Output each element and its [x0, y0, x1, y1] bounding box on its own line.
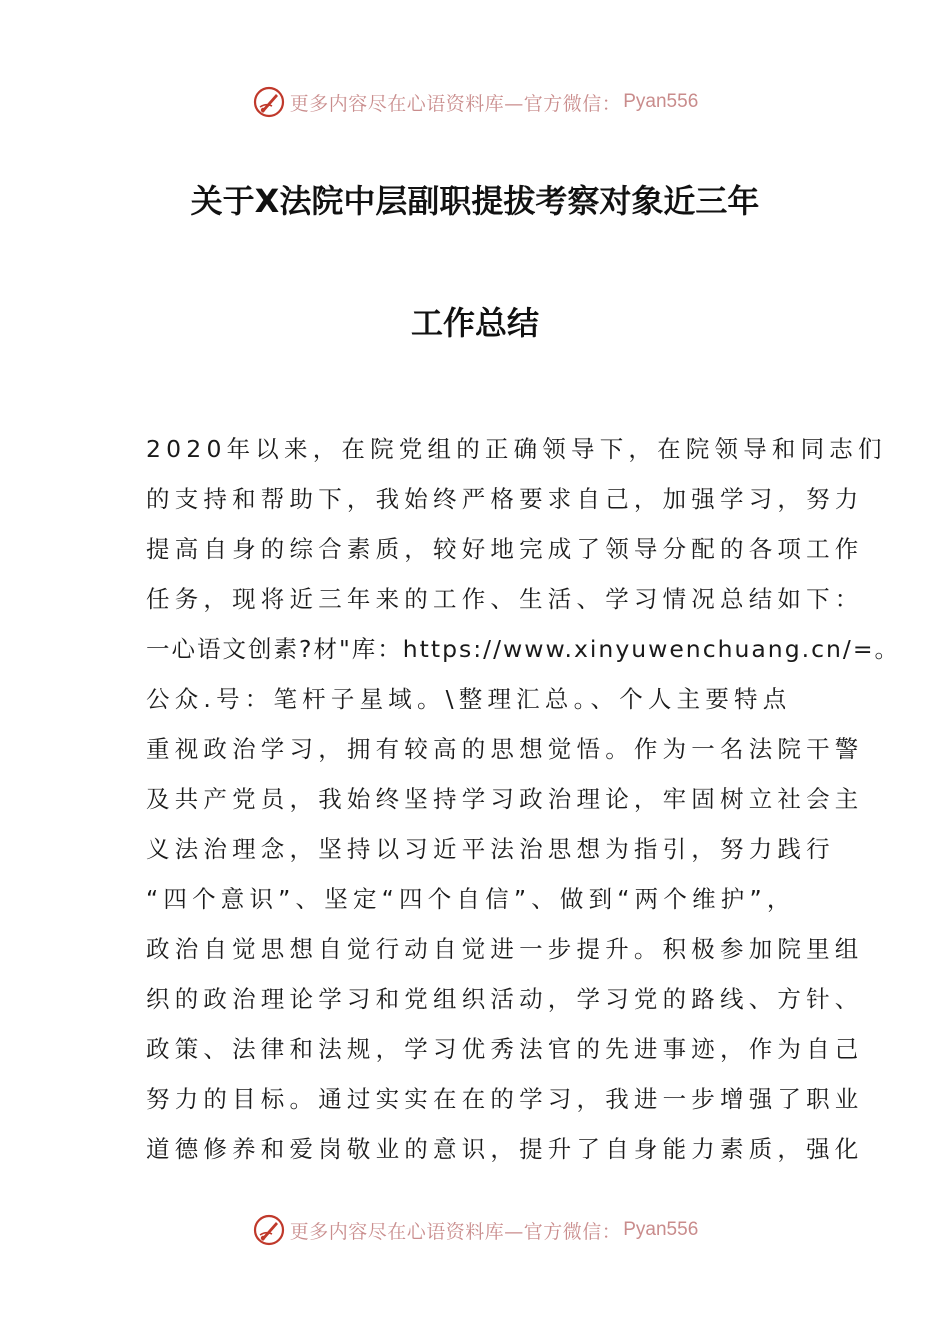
body-line: 政治自觉思想自觉行动自觉进一步提升。积极参加院里组 — [146, 935, 864, 963]
body-line: “四个意识”、坚定“四个自信”、做到“两个维护”， — [146, 885, 796, 913]
body-line: 努力的目标。通过实实在在的学习，我进一步增强了职业 — [146, 1085, 864, 1113]
document-title-line2: 工作总结 — [410, 304, 539, 342]
body-line: 政策、法律和法规，学习优秀法官的先进事迹，作为自己 — [146, 1035, 864, 1063]
watermark-contact: Pyan556 — [623, 1219, 699, 1240]
watermark-footer — [0, 1210, 950, 1250]
quill-logo-icon — [252, 1213, 286, 1247]
body-line: 任务，现将近三年来的工作、生活、学习情况总结如下： — [146, 585, 864, 613]
quill-logo-icon — [252, 85, 286, 119]
body-line-url: 一心语文创素?材"库：https://www.xinyuwenchuang.cn/=。 — [146, 635, 901, 663]
watermark-text: 更多内容尽在心语资料库—官方微信： — [289, 1220, 622, 1243]
body-line: 义法治理念，坚持以习近平法治思想为指引，努力践行 — [146, 835, 835, 863]
body-line: 织的政治理论学习和党组织活动，学习党的路线、方针、 — [146, 985, 864, 1013]
body-line: 提高自身的综合素质，较好地完成了领导分配的各项工作 — [146, 535, 864, 563]
body-line: 2020年以来，在院党组的正确领导下，在院领导和同志们 — [146, 435, 887, 463]
body-line: 公众.号：笔杆子星域。\整理汇总。、个人主要特点 — [146, 685, 792, 713]
body-line: 重视政治学习，拥有较高的思想觉悟。作为一名法院干警 — [146, 735, 864, 763]
body-line: 的支持和帮助下，我始终严格要求自己，加强学习，努力 — [146, 485, 864, 513]
document-body — [146, 424, 901, 1174]
watermark-header — [0, 82, 950, 122]
watermark-contact: Pyan556 — [623, 91, 699, 112]
body-line: 及共产党员，我始终坚持学习政治理论，牢固树立社会主 — [146, 785, 864, 813]
body-line: 道德修养和爱岗敬业的意识，提升了自身能力素质，强化 — [146, 1135, 864, 1163]
document-title-line1: 关于X法院中层副职提拔考察对象近三年 — [190, 182, 760, 220]
watermark-text: 更多内容尽在心语资料库—官方微信： — [289, 92, 622, 115]
